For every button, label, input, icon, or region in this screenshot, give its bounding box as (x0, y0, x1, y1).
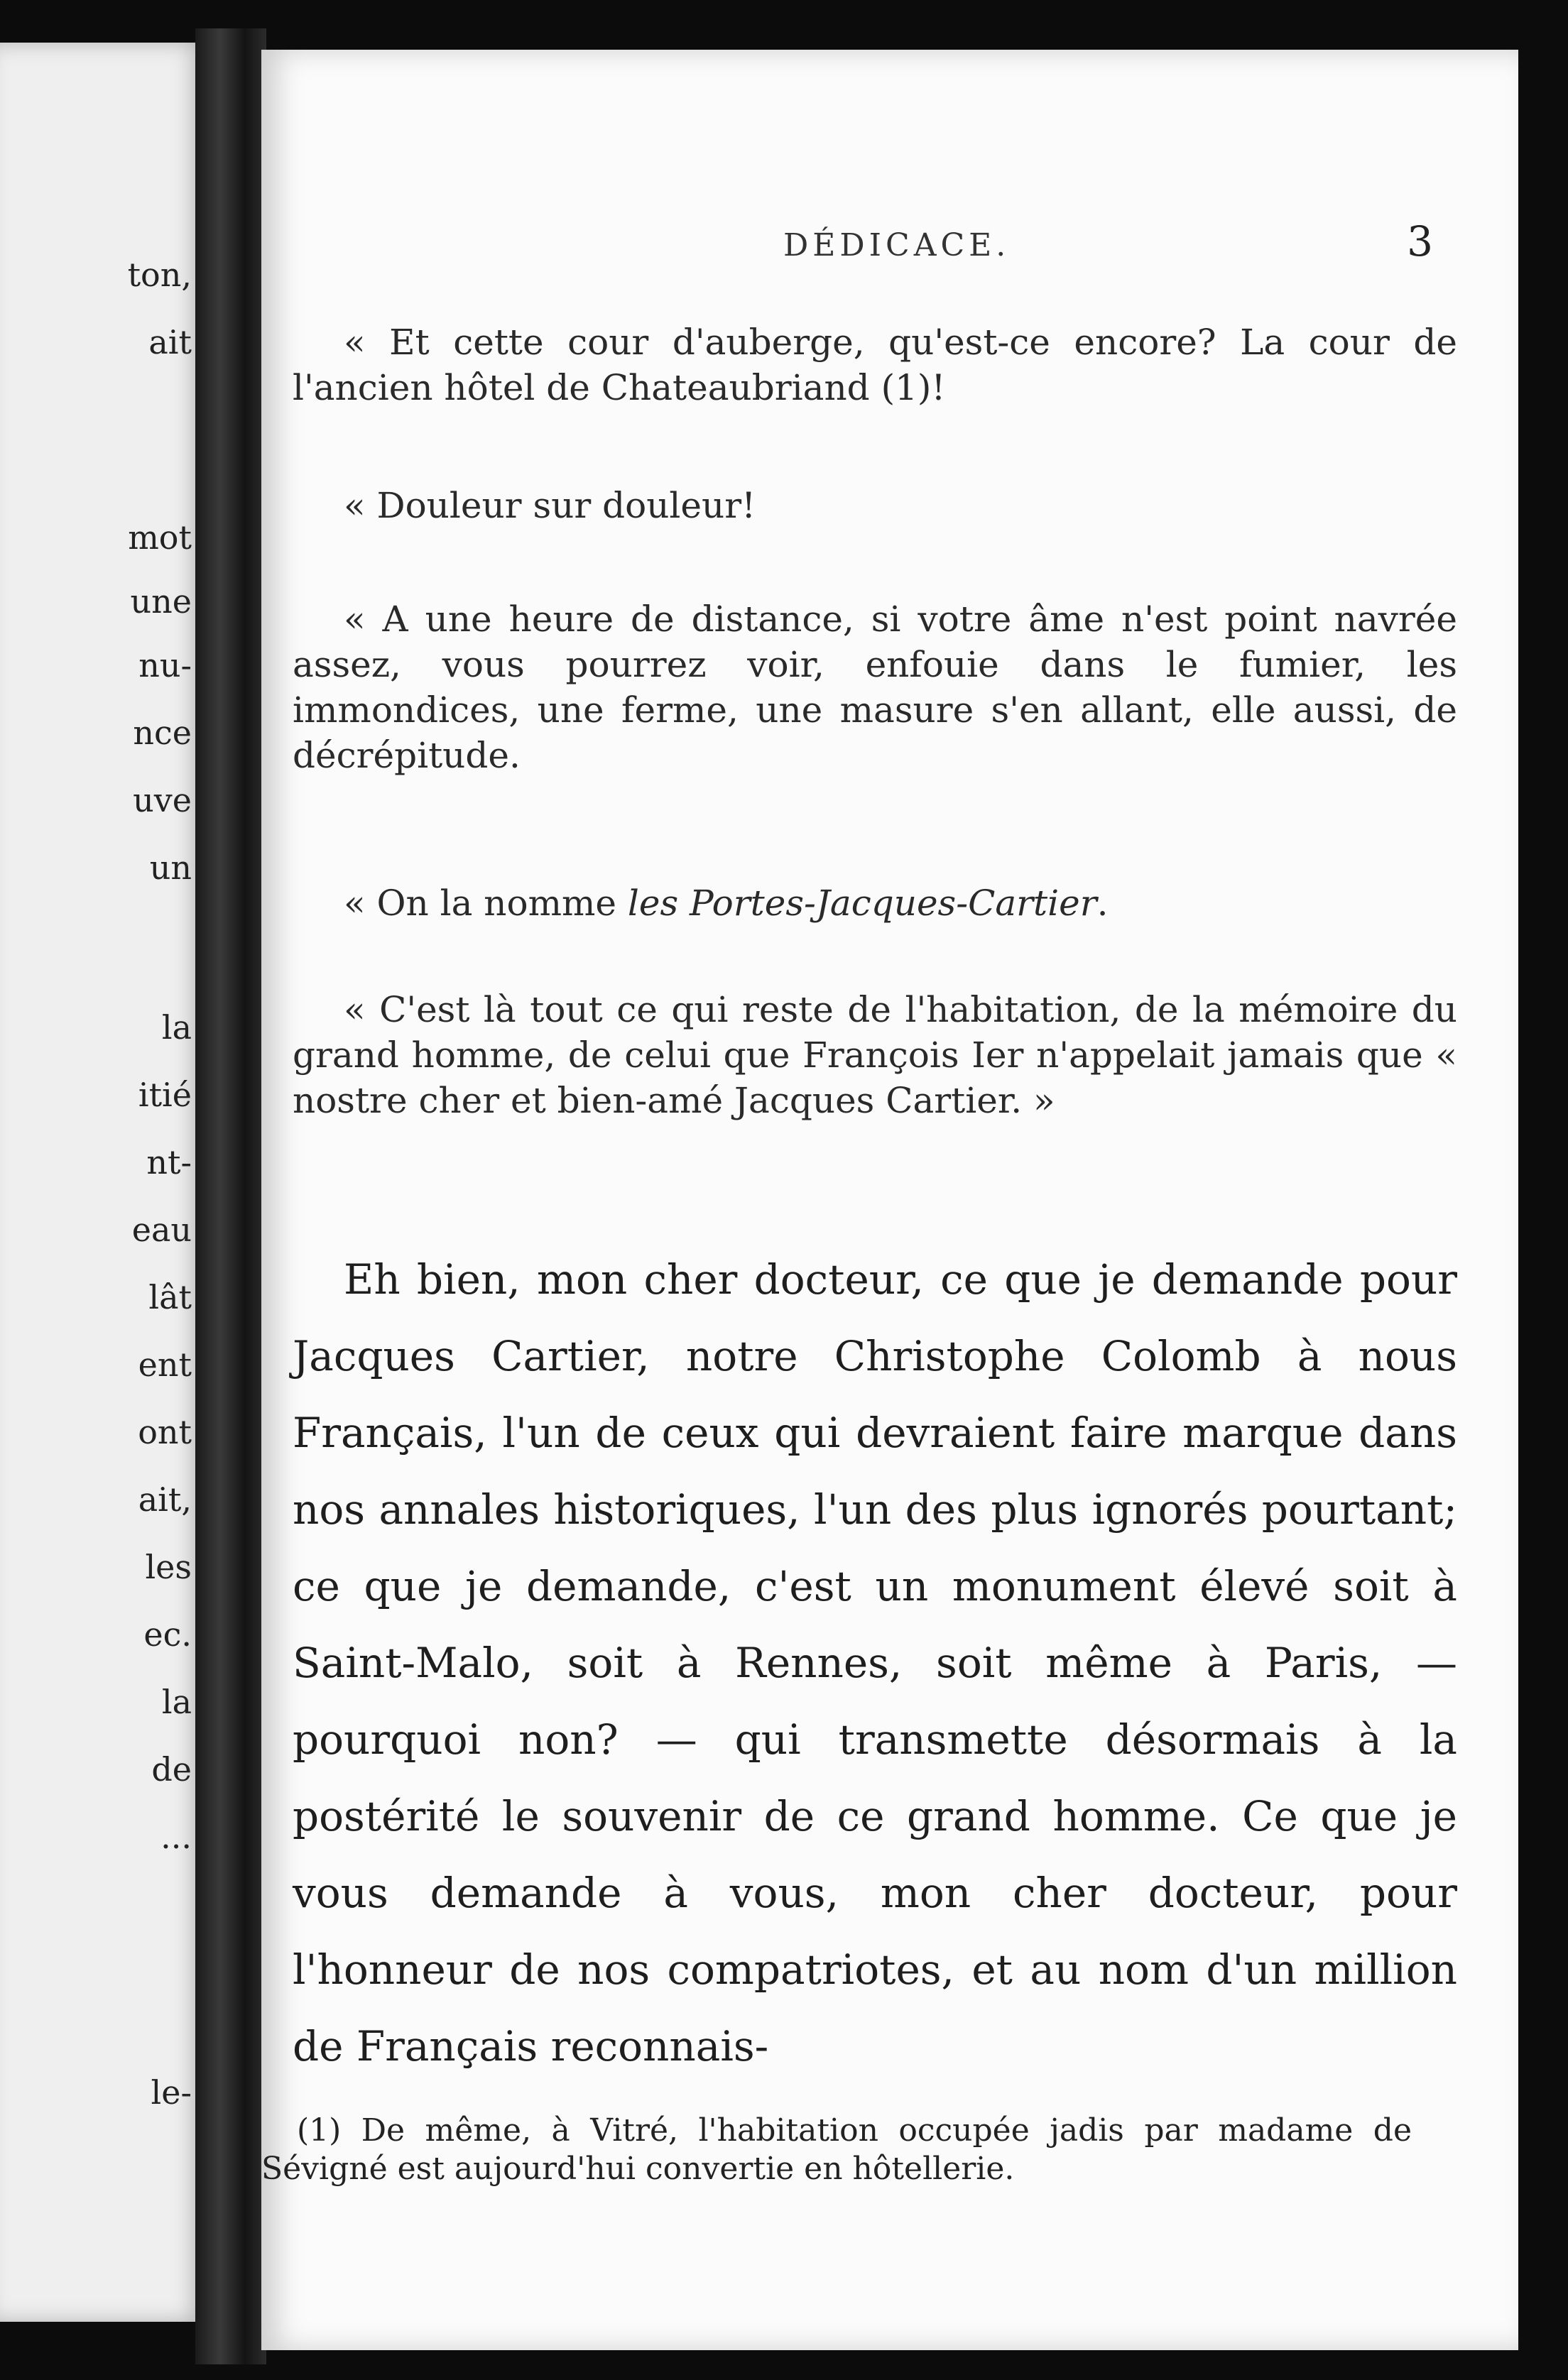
left-fragment: nu- (138, 646, 192, 684)
quote-paragraph: « A une heure de distance, si votre âme n'est point navrée assez, vous pourrez voir, enfouie dans le fumier, les immondices, une ferme, une masure s'en allant, elle aussi, de décrépitude. (293, 599, 1457, 776)
running-head (261, 217, 1518, 266)
book-page (261, 50, 1518, 2350)
left-fragment: mot (128, 518, 192, 557)
left-fragment: ent (138, 1345, 192, 1384)
left-fragment: le- (151, 2073, 192, 2112)
quote-suffix: . (1096, 883, 1109, 924)
running-title: DÉDICACE. (783, 227, 1011, 263)
left-fragment: un (149, 848, 192, 887)
place-name-italic: les Portes-Jacques-Cartier (627, 883, 1097, 924)
left-fragment: ont (138, 1413, 192, 1451)
left-fragment: la (161, 1683, 192, 1721)
left-fragment: nt- (146, 1143, 192, 1181)
quote-paragraph: « C'est là tout ce qui reste de l'habitation, de la mémoire du grand homme, de celui que François Ier n'appelait jamais que « nostre cher et bien-amé Jacques Cartier. » (293, 989, 1457, 1121)
left-fragment: nce (133, 714, 192, 752)
quote-prefix: « On la nomme (344, 883, 628, 924)
body-paragraph: Eh bien, mon cher docteur, ce que je demande pour Jacques Cartier, notre Christophe Colomb à nous Français, l'un de ceux qui devraient faire marque dans nos annales historiques, l'un des plus ignorés pourtant; ce que je demande, c'est un monument élevé soit à Saint-Malo, soit à Rennes, soit même à Paris, — pourquoi non? — qui transmette désormais à la postérité le souvenir de ce grand homme. Ce que je vous demande à vous, mon cher docteur, pour l'honneur de nos compatriotes, et au nom d'un million de Français reconnais- (293, 1255, 1457, 2070)
left-fragment: uve (133, 781, 192, 819)
left-fragment: itié (138, 1076, 192, 1114)
left-fragment: une (130, 582, 192, 621)
left-fragment: la (161, 1008, 192, 1047)
quote-paragraph: « Douleur sur douleur! (344, 485, 756, 526)
left-fragment: lât (148, 1278, 192, 1316)
left-facing-page (0, 43, 206, 2322)
left-fragment: de (151, 1750, 192, 1789)
left-fragment: ec. (143, 1615, 192, 1654)
left-fragment: ait, (138, 1480, 192, 1519)
left-fragment: les (145, 1548, 192, 1586)
book-gutter (195, 28, 266, 2364)
footnote: (1) De même, à Vitré, l'habitation occupée jadis par madame de Sévigné est aujourd'hui convertie en hôtellerie. (261, 2112, 1412, 2187)
left-fragment: ... (160, 1818, 192, 1856)
left-fragment: ton, (127, 256, 192, 294)
left-fragment: ait (148, 323, 192, 361)
quote-paragraph: « Et cette cour d'auberge, qu'est-ce encore? La cour de l'ancien hôtel de Chateaubriand (1)! (293, 322, 1457, 408)
page-number: 3 (1407, 217, 1433, 266)
left-fragment: eau (131, 1211, 192, 1249)
quote-paragraph (293, 880, 1457, 926)
